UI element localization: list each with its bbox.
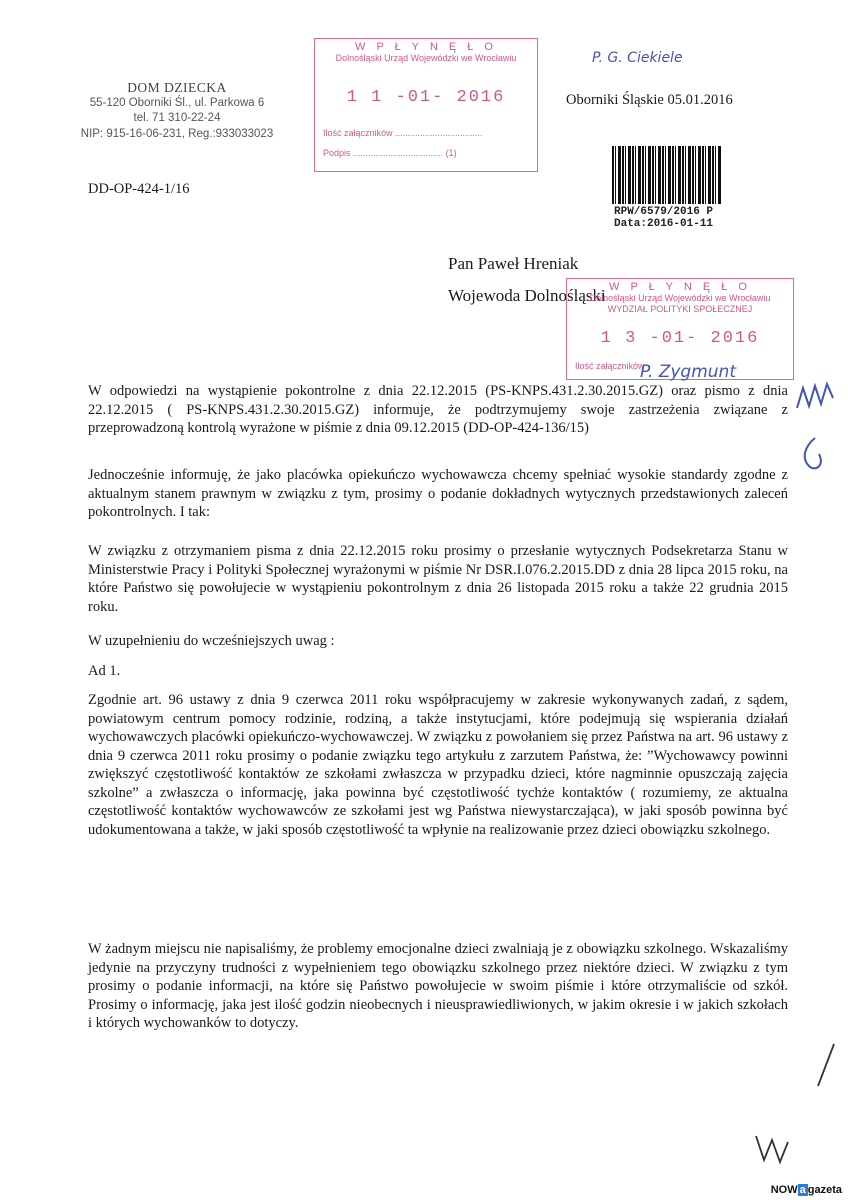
incoming-stamp-1 [314,38,538,172]
stamp2-header: W P Ł Y N Ę Ł O [609,281,751,293]
handwritten-note-middle: P. Zygmunt [640,362,736,382]
sender-phone: tel. 71 310-22-24 [133,112,221,124]
handwritten-stroke [814,1040,840,1090]
paragraph-2: Jednocześnie informuję, że jako placówka opiekuńczo wychowawcza chcemy spełniać wysokie standardy zgodne z aktualnym stanem prawnym w związku z tym, prosimy o podanie dokładnych wytycznych przedstawionych zaleceń pokontrolnych. I tak: [88,467,788,520]
stamp2-date: 1 3 -01- 2016 [600,329,760,348]
paragraph-3: W związku z otrzymaniem pisma z dnia 22.12.2015 roku prosimy o przesłanie wytycznych Podsekretarza Stanu w Ministerstwie Pracy i Polityki Społecznej wyrażonymi w piśmie Nr DSR.I.076.2.2015.DD z dnia 28 lipca 2015 roku, na które Państwo się powołujecie w wystąpieniu pokontrolnym z dnia 26 listopada 2015 roku a także 22 grudnia 2015 roku. [88,543,788,615]
stamp1-attachments: Ilość załączników ................................... [323,128,483,138]
paragraph-7: W żadnym miejscu nie napisaliśmy, że problemy emocjonalne dzieci zwalniają je z obowiązku szkolnego. Wskazaliśmy jedynie na przyczyny trudności z wypełnieniem tego obowiązku szkolnego przez niektóre dzieci. W związku z tym prosimy o podanie informacji, na które się Państwo powołujecie w swoim piśmie i które otrzymaliście od szkół. Prosimy o informację, jaka jest ilość godzin nieobecnych i nieusprawiedliwionych, w jakim okresie i w jakich szkołach i których wychowanków to dotyczy. [88,941,788,1031]
recipient-title: Wojewoda Dolnośląski [448,286,606,305]
stamp2-attachments: Ilość załączników [575,361,645,371]
handwritten-initials [754,1130,804,1170]
reference-number: DD-OP-424-1/16 [88,181,190,197]
sender-block [52,80,302,142]
stamp1-office: Dolnośląski Urząd Wojewódzki we Wrocławiu [335,53,517,63]
stamp1-date: 1 1 -01- 2016 [346,88,506,107]
stamp1-signature: Podpis .................................... (1) [323,148,457,158]
sender-ids: NIP: 915-16-06-231, Reg.:933033023 [80,127,274,140]
sender-address: 55-120 Oborniki Śl., ul. Parkowa 6 [89,96,265,109]
handwritten-signature-marks [795,378,845,498]
paragraph-4: W uzupełnieniu do wcześniejszych uwag : [88,633,335,649]
handwritten-note-top: P. G. Ciekiele [592,50,683,66]
sender-org: DOM DZIECKA [127,80,227,95]
paragraph-6: Zgodnie art. 96 ustawy z dnia 9 czerwca 2011 roku współpracujemy w zakresie wykonywanych zadań, z sądem, powiatowym centrum pomocy rodzinie, rodziną, a także instytucjami, które podejmują się wspierania działań wychowawczych placówki opiekuńczo-wychowawczej. W związku z powołaniem się przez Państwa na art. 96 ustawy z dnia 9 czerwca 2011 roku prosimy o podanie związku tego artykułu z zarzutem Państwa, że: ”Wychowawcy powinni zwiększyć częstotliwość kontaktów ze szkołami zwłaszcza w przypadku dzieci, które nagminnie opuszczają zajęcia szkolne” a zwłaszcza o informację, jaka powinna być częstotliwość tychże kontaktów ( rozumiemy, ze aktualna częstotliwość kontaktów wychowawców ze szkołami jest wg Państwa niewystarczająca), w jaki sposób powinna być udokumentowana a także, w jaki sposób częstotliwość ta wpłynie na realizowanie przez dzieci obowiązku szkolnego. [88,692,788,838]
paragraph-5: Ad 1. [88,663,121,679]
stamp2-dept: WYDZIAŁ POLITYKI SPOŁECZNEJ [607,304,753,314]
watermark-logo: NOW a gazeta [770,1184,842,1196]
place-date: Oborniki Śląskie 05.01.2016 [566,92,733,108]
barcode-text: RPW/6579/2016 P Data:2016-01-11 [614,206,714,230]
stamp2-office: Dolnośląski Urząd Wojewódzki we Wrocławiu [589,293,771,303]
recipient-name: Pan Paweł Hreniak [448,254,579,273]
stamp1-header: W P Ł Y N Ę Ł O [355,41,497,53]
paragraph-1: W odpowiedzi na wystąpienie pokontrolne z dnia 22.12.2015 (PS-KNPS.431.2.30.2015.GZ) oraz pismo z dnia 22.12.2015 ( PS-KNPS.431.2.30.2015.GZ) informuje, że podtrzymujemy swoje zastrzeżenia związane z przeprowadzoną kontrolą wyrażone w piśmie z dnia 09.12.2015 (DD-OP-424-136/15) [88,383,788,436]
barcode-image [612,146,722,204]
